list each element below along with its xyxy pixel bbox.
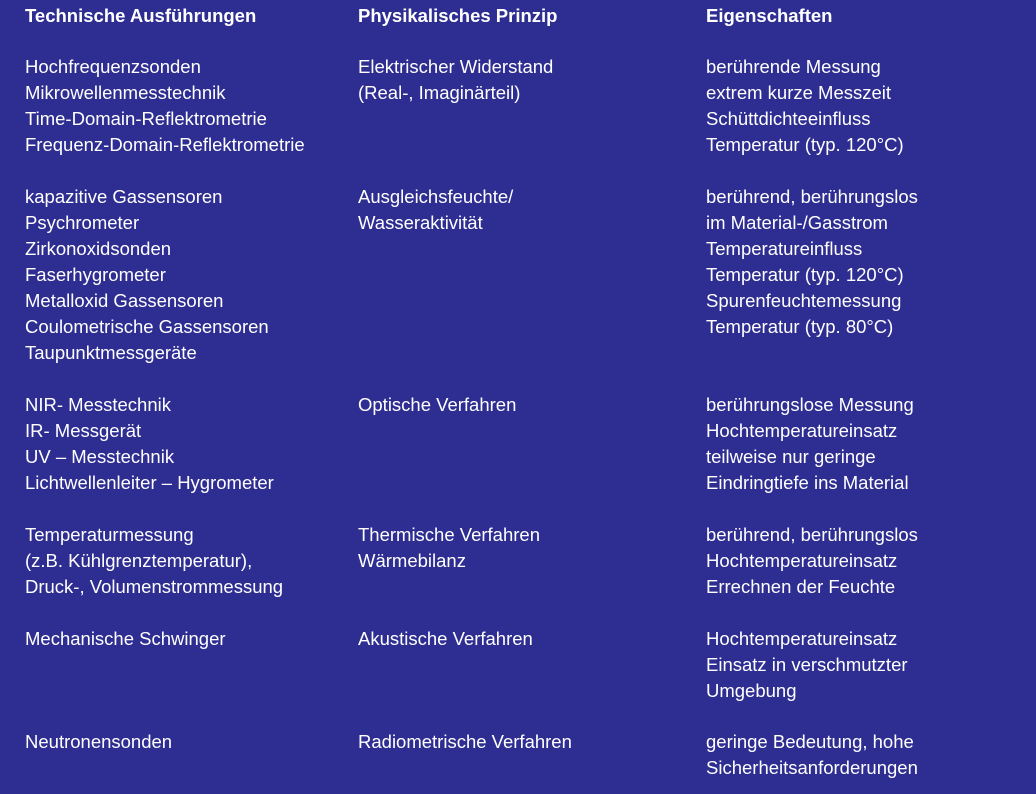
technical-group-5 [25,626,226,652]
properties-line: Errechnen der Feuchte [706,576,896,597]
properties-line: geringe Bedeutung, hohe [706,731,914,752]
technical-line: (z.B. Kühlgrenztemperatur), [25,550,253,571]
technical-line: NIR- Messtechnik [25,394,171,415]
technical-line: Neutronensonden [25,731,173,752]
properties-line: Temperatur (typ. 120°C) [706,134,904,155]
technical-line: Zirkonoxidsonden [25,238,172,259]
principle-group-1 [358,54,553,106]
properties-group-4 [706,522,918,600]
properties-line: Spurenfeuchtemessung [706,290,902,311]
technical-group-3 [25,392,274,496]
technical-line: Metalloxid Gassensoren [25,290,224,311]
properties-group-3 [706,392,914,496]
properties-line: Eindringtiefe ins Material [706,472,909,493]
principle-line: Wasseraktivität [358,212,483,233]
properties-line: Temperatur (typ. 120°C) [706,264,904,285]
technical-group-2 [25,184,269,366]
technical-line: Psychrometer [25,212,140,233]
properties-line: Einsatz in verschmutzter [706,654,908,675]
properties-line: berührend, berührungslos [706,524,918,545]
properties-line: berührende Messung [706,56,881,77]
technical-line: kapazitive Gassensoren [25,186,223,207]
properties-group-6 [706,729,918,781]
technical-group-1 [25,54,305,158]
principle-line: Ausgleichsfeuchte/ [358,186,514,207]
properties-line: Hochtemperatureinsatz [706,628,898,649]
technical-line: Hochfrequenzsonden [25,56,201,77]
technical-line: Faserhygrometer [25,264,166,285]
properties-group-1 [706,54,904,158]
header-properties: Eigenschaften [706,5,833,26]
technical-line: Druck-, Volumenstrommessung [25,576,284,597]
technical-line: Coulometrische Gassensoren [25,316,269,337]
principle-group-2 [358,184,513,236]
principle-group-6 [358,729,572,755]
technical-line: Taupunktmessgeräte [25,342,197,363]
properties-line: extrem kurze Messzeit [706,82,892,103]
properties-group-5 [706,626,908,704]
properties-line: Schüttdichteeinfluss [706,108,871,129]
technical-line: Lichtwellenleiter – Hygrometer [25,472,274,493]
properties-line: teilweise nur geringe [706,446,876,467]
technical-line: Mechanische Schwinger [25,628,226,649]
principle-line: Akustische Verfahren [358,628,533,649]
principle-line: Wärmebilanz [358,550,466,571]
principle-line: Elektrischer Widerstand [358,56,554,77]
properties-line: Hochtemperatureinsatz [706,420,898,441]
principle-line: Thermische Verfahren [358,524,541,545]
principle-group-4 [358,522,540,574]
header-technical: Technische Ausführungen [25,5,257,26]
properties-line: Umgebung [706,680,797,701]
properties-group-2 [706,184,918,340]
principle-line: (Real-, Imaginärteil) [358,82,521,103]
header-principle: Physikalisches Prinzip [358,5,558,26]
technical-line: Temperaturmessung [25,524,194,545]
properties-line: berührungslose Messung [706,394,914,415]
principle-group-5 [358,626,533,652]
technical-group-6 [25,729,172,755]
properties-line: Sicherheitsanforderungen [706,757,918,778]
technical-line: Frequenz-Domain-Reflektrometrie [25,134,305,155]
properties-line: im Material-/Gasstrom [706,212,888,233]
properties-line: Hochtemperatureinsatz [706,550,898,571]
principle-group-3 [358,392,516,418]
principle-line: Optische Verfahren [358,394,517,415]
technical-line: Time-Domain-Reflektrometrie [25,108,267,129]
technical-line: UV – Messtechnik [25,446,175,467]
technical-group-4 [25,522,283,600]
technical-line: Mikrowellenmesstechnik [25,82,226,103]
technical-line: IR- Messgerät [25,420,142,441]
properties-line: Temperatur (typ. 80°C) [706,316,894,337]
properties-line: Temperatureinfluss [706,238,863,259]
principle-line: Radiometrische Verfahren [358,731,572,752]
properties-line: berührend, berührungslos [706,186,918,207]
